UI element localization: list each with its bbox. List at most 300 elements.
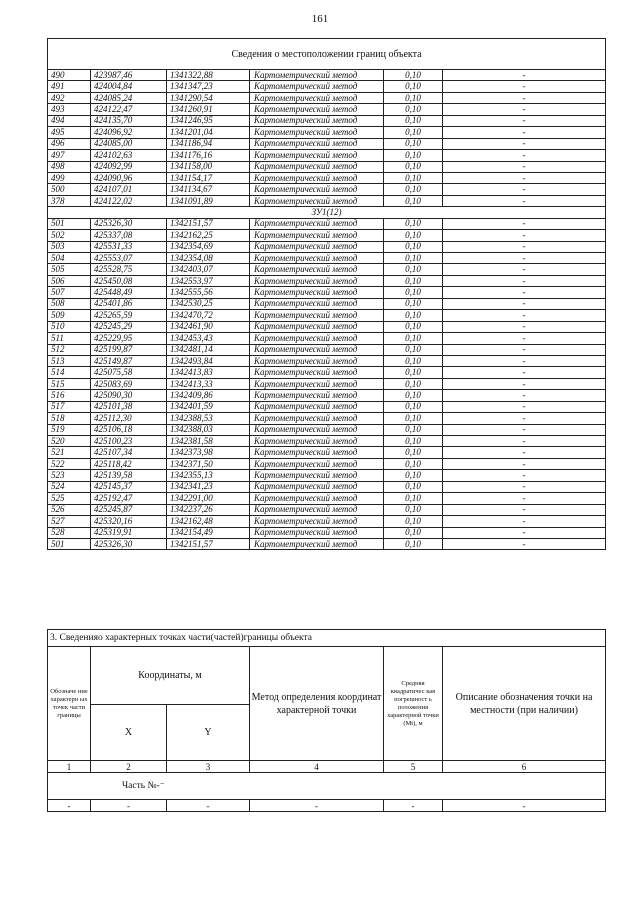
table-row xyxy=(48,504,606,515)
table-row xyxy=(48,81,606,92)
accuracy-cell: 0,10 xyxy=(384,424,443,435)
coord-y: 1342409,86 xyxy=(167,390,250,401)
description-cell: - xyxy=(443,470,606,481)
table-row xyxy=(48,195,606,206)
description-cell: - xyxy=(443,504,606,515)
description-cell: - xyxy=(443,287,606,298)
point-number: 525 xyxy=(48,493,91,504)
table-row xyxy=(48,161,606,172)
coord-x: 424092,99 xyxy=(91,161,167,172)
method-cell: Картометрический метод xyxy=(250,287,384,298)
description-cell: - xyxy=(443,161,606,172)
coord-y: 1342354,69 xyxy=(167,241,250,252)
description-cell: - xyxy=(443,310,606,321)
point-number: 498 xyxy=(48,161,91,172)
method-cell: Картометрический метод xyxy=(250,184,384,195)
coord-y: 1341246,95 xyxy=(167,115,250,126)
table-row xyxy=(48,401,606,412)
method-cell: Картометрический метод xyxy=(250,527,384,538)
table-row xyxy=(48,516,606,527)
description-cell: - xyxy=(443,195,606,206)
section-label: ЗУ1(12) xyxy=(48,207,606,218)
method-cell: Картометрический метод xyxy=(250,218,384,229)
table-row xyxy=(48,184,606,195)
description-cell: - xyxy=(443,184,606,195)
coord-x: 424085,00 xyxy=(91,138,167,149)
header-accuracy: Средняя квадратичес кая погрешност ь положения характерной точки (Mt), м xyxy=(384,647,443,761)
table-row xyxy=(48,321,606,332)
table-row xyxy=(48,481,606,492)
coord-y: 1341201,04 xyxy=(167,127,250,138)
method-cell: Картометрический метод xyxy=(250,481,384,492)
part-label: Часть №-⁻ xyxy=(48,773,606,800)
coord-y: 1341260,91 xyxy=(167,104,250,115)
description-cell: - xyxy=(443,230,606,241)
coord-y: 1342413,83 xyxy=(167,367,250,378)
coord-x: 424122,02 xyxy=(91,195,167,206)
coord-x: 424090,96 xyxy=(91,172,167,183)
accuracy-cell: 0,10 xyxy=(384,184,443,195)
coord-y: 1341347,23 xyxy=(167,81,250,92)
dash-cell: - xyxy=(91,800,167,812)
description-cell: - xyxy=(443,70,606,81)
point-number: 494 xyxy=(48,115,91,126)
description-cell: - xyxy=(443,321,606,332)
method-cell: Картометрический метод xyxy=(250,104,384,115)
coord-x: 425450,08 xyxy=(91,275,167,286)
method-cell: Картометрический метод xyxy=(250,172,384,183)
point-number: 507 xyxy=(48,287,91,298)
coord-x: 425326,30 xyxy=(91,218,167,229)
point-number: 501 xyxy=(48,218,91,229)
column-number: 1 xyxy=(48,761,91,773)
coord-x: 425326,30 xyxy=(91,538,167,549)
method-cell: Картометрический метод xyxy=(250,81,384,92)
table-row xyxy=(48,264,606,275)
table-row xyxy=(48,310,606,321)
coord-x: 424135,70 xyxy=(91,115,167,126)
coord-y: 1341176,16 xyxy=(167,150,250,161)
method-cell: Картометрический метод xyxy=(250,367,384,378)
point-number: 523 xyxy=(48,470,91,481)
method-cell: Картометрический метод xyxy=(250,298,384,309)
coord-y: 1342381,58 xyxy=(167,436,250,447)
method-cell: Картометрический метод xyxy=(250,127,384,138)
accuracy-cell: 0,10 xyxy=(384,172,443,183)
accuracy-cell: 0,10 xyxy=(384,344,443,355)
method-cell: Картометрический метод xyxy=(250,516,384,527)
point-number: 501 xyxy=(48,538,91,549)
accuracy-cell: 0,10 xyxy=(384,378,443,389)
coord-x: 425149,87 xyxy=(91,355,167,366)
description-cell: - xyxy=(443,333,606,344)
table-row xyxy=(48,527,606,538)
part-header-row xyxy=(48,647,606,705)
coord-x: 425118,42 xyxy=(91,458,167,469)
coord-y: 1342401,59 xyxy=(167,401,250,412)
accuracy-cell: 0,10 xyxy=(384,70,443,81)
method-cell: Картометрический метод xyxy=(250,253,384,264)
coord-x: 425199,87 xyxy=(91,344,167,355)
method-cell: Картометрический метод xyxy=(250,355,384,366)
description-cell: - xyxy=(443,115,606,126)
point-number: 499 xyxy=(48,172,91,183)
coord-x: 425531,33 xyxy=(91,241,167,252)
accuracy-cell: 0,10 xyxy=(384,321,443,332)
table-row xyxy=(48,275,606,286)
point-number: 522 xyxy=(48,458,91,469)
point-number: 495 xyxy=(48,127,91,138)
point-number: 526 xyxy=(48,504,91,515)
table-row xyxy=(48,413,606,424)
point-number: 527 xyxy=(48,516,91,527)
table-row xyxy=(48,253,606,264)
coord-x: 425090,30 xyxy=(91,390,167,401)
coord-x: 423987,46 xyxy=(91,70,167,81)
coord-x: 425101,38 xyxy=(91,401,167,412)
accuracy-cell: 0,10 xyxy=(384,516,443,527)
coord-y: 1342553,97 xyxy=(167,275,250,286)
accuracy-cell: 0,10 xyxy=(384,287,443,298)
table-row xyxy=(48,390,606,401)
method-cell: Картометрический метод xyxy=(250,344,384,355)
accuracy-cell: 0,10 xyxy=(384,447,443,458)
accuracy-cell: 0,10 xyxy=(384,527,443,538)
coord-x: 425139,58 xyxy=(91,470,167,481)
accuracy-cell: 0,10 xyxy=(384,195,443,206)
point-number: 519 xyxy=(48,424,91,435)
method-cell: Картометрический метод xyxy=(250,424,384,435)
coord-y: 1342151,57 xyxy=(167,218,250,229)
coord-x: 424122,47 xyxy=(91,104,167,115)
coord-x: 425401,86 xyxy=(91,298,167,309)
description-cell: - xyxy=(443,378,606,389)
coord-x: 425229,95 xyxy=(91,333,167,344)
accuracy-cell: 0,10 xyxy=(384,538,443,549)
method-cell: Картометрический метод xyxy=(250,70,384,81)
method-cell: Картометрический метод xyxy=(250,458,384,469)
dash-cell: - xyxy=(384,800,443,812)
coord-x: 425553,07 xyxy=(91,253,167,264)
method-cell: Картометрический метод xyxy=(250,264,384,275)
point-number: 528 xyxy=(48,527,91,538)
coord-x: 424004,84 xyxy=(91,81,167,92)
coord-y: 1342291,00 xyxy=(167,493,250,504)
table-row xyxy=(48,493,606,504)
coord-y: 1341134,67 xyxy=(167,184,250,195)
method-cell: Картометрический метод xyxy=(250,470,384,481)
table-row xyxy=(48,104,606,115)
coord-x: 425100,23 xyxy=(91,436,167,447)
coord-y: 1342493,84 xyxy=(167,355,250,366)
method-cell: Картометрический метод xyxy=(250,230,384,241)
accuracy-cell: 0,10 xyxy=(384,104,443,115)
description-cell: - xyxy=(443,493,606,504)
table-row xyxy=(48,538,606,549)
description-cell: - xyxy=(443,447,606,458)
method-cell: Картометрический метод xyxy=(250,92,384,103)
coord-y: 1342403,07 xyxy=(167,264,250,275)
method-cell: Картометрический метод xyxy=(250,390,384,401)
accuracy-cell: 0,10 xyxy=(384,253,443,264)
coord-y: 1342481,14 xyxy=(167,344,250,355)
dash-cell: - xyxy=(443,800,606,812)
point-number: 508 xyxy=(48,298,91,309)
method-cell: Картометрический метод xyxy=(250,504,384,515)
page-number: 161 xyxy=(311,13,329,25)
description-cell: - xyxy=(443,344,606,355)
coord-y: 1342151,57 xyxy=(167,538,250,549)
coord-y: 1342371,50 xyxy=(167,458,250,469)
description-cell: - xyxy=(443,218,606,229)
description-cell: - xyxy=(443,458,606,469)
table-row xyxy=(48,378,606,389)
accuracy-cell: 0,10 xyxy=(384,275,443,286)
description-cell: - xyxy=(443,92,606,103)
accuracy-cell: 0,10 xyxy=(384,458,443,469)
coord-y: 1341322,88 xyxy=(167,70,250,81)
point-number: 502 xyxy=(48,230,91,241)
accuracy-cell: 0,10 xyxy=(384,367,443,378)
column-number: 2 xyxy=(91,761,167,773)
coord-x: 425107,34 xyxy=(91,447,167,458)
description-cell: - xyxy=(443,253,606,264)
table-row xyxy=(48,127,606,138)
description-cell: - xyxy=(443,355,606,366)
method-cell: Картометрический метод xyxy=(250,447,384,458)
method-cell: Картометрический метод xyxy=(250,195,384,206)
section-title: Сведения о местоположении границ объекта xyxy=(48,39,606,70)
point-number: 490 xyxy=(48,70,91,81)
description-cell: - xyxy=(443,81,606,92)
coord-y: 1342237,26 xyxy=(167,504,250,515)
column-number: 5 xyxy=(384,761,443,773)
table-row xyxy=(48,218,606,229)
accuracy-cell: 0,10 xyxy=(384,138,443,149)
coord-x: 425265,59 xyxy=(91,310,167,321)
description-cell: - xyxy=(443,275,606,286)
description-cell: - xyxy=(443,138,606,149)
point-number: 506 xyxy=(48,275,91,286)
column-number: 6 xyxy=(443,761,606,773)
description-cell: - xyxy=(443,241,606,252)
table-row xyxy=(48,70,606,81)
coord-x: 425320,16 xyxy=(91,516,167,527)
coord-x: 425528,75 xyxy=(91,264,167,275)
coord-x: 424102,63 xyxy=(91,150,167,161)
accuracy-cell: 0,10 xyxy=(384,355,443,366)
accuracy-cell: 0,10 xyxy=(384,436,443,447)
coord-y: 1342555,56 xyxy=(167,287,250,298)
table-row xyxy=(48,333,606,344)
accuracy-cell: 0,10 xyxy=(384,241,443,252)
accuracy-cell: 0,10 xyxy=(384,413,443,424)
dash-cell: - xyxy=(250,800,384,812)
table-row xyxy=(48,344,606,355)
method-cell: Картометрический метод xyxy=(250,275,384,286)
coord-y: 1341290,54 xyxy=(167,92,250,103)
accuracy-cell: 0,10 xyxy=(384,150,443,161)
accuracy-cell: 0,10 xyxy=(384,298,443,309)
part-table-caption: 3. Сведенияо характерных точках части(частей)границы объекта xyxy=(48,630,606,647)
accuracy-cell: 0,10 xyxy=(384,218,443,229)
column-number: 3 xyxy=(167,761,250,773)
description-cell: - xyxy=(443,150,606,161)
table-row xyxy=(48,470,606,481)
coord-y: 1342470,72 xyxy=(167,310,250,321)
coord-y: 1342530,25 xyxy=(167,298,250,309)
description-cell: - xyxy=(443,538,606,549)
coord-y: 1342162,48 xyxy=(167,516,250,527)
table-row xyxy=(48,150,606,161)
point-number: 497 xyxy=(48,150,91,161)
coord-y: 1342341,23 xyxy=(167,481,250,492)
method-cell: Картометрический метод xyxy=(250,493,384,504)
point-number: 521 xyxy=(48,447,91,458)
point-number: 512 xyxy=(48,344,91,355)
point-number: 516 xyxy=(48,390,91,401)
accuracy-cell: 0,10 xyxy=(384,493,443,504)
table-title-row xyxy=(48,39,606,70)
method-cell: Картометрический метод xyxy=(250,310,384,321)
description-cell: - xyxy=(443,481,606,492)
coord-x: 425192,47 xyxy=(91,493,167,504)
table-row xyxy=(48,115,606,126)
coord-y: 1341154,17 xyxy=(167,172,250,183)
point-number: 517 xyxy=(48,401,91,412)
section-label-row xyxy=(48,207,606,218)
coord-x: 425319,91 xyxy=(91,527,167,538)
coord-y: 1342354,08 xyxy=(167,253,250,264)
accuracy-cell: 0,10 xyxy=(384,92,443,103)
accuracy-cell: 0,10 xyxy=(384,310,443,321)
column-numbers-row xyxy=(48,761,606,773)
table-row xyxy=(48,424,606,435)
accuracy-cell: 0,10 xyxy=(384,504,443,515)
table-row xyxy=(48,230,606,241)
description-cell: - xyxy=(443,516,606,527)
coord-x: 425106,18 xyxy=(91,424,167,435)
table-row xyxy=(48,92,606,103)
point-number: 503 xyxy=(48,241,91,252)
table-row xyxy=(48,458,606,469)
coord-x: 425245,29 xyxy=(91,321,167,332)
point-number: 515 xyxy=(48,378,91,389)
coord-y: 1342355,13 xyxy=(167,470,250,481)
description-cell: - xyxy=(443,127,606,138)
header-x: X xyxy=(91,705,167,761)
method-cell: Картометрический метод xyxy=(250,378,384,389)
coord-y: 1342154,49 xyxy=(167,527,250,538)
coord-y: 1342453,43 xyxy=(167,333,250,344)
header-y: Y xyxy=(167,705,250,761)
point-number: 520 xyxy=(48,436,91,447)
accuracy-cell: 0,10 xyxy=(384,401,443,412)
table-row xyxy=(48,447,606,458)
coord-x: 425145,37 xyxy=(91,481,167,492)
coord-y: 1342413,33 xyxy=(167,378,250,389)
description-cell: - xyxy=(443,172,606,183)
method-cell: Картометрический метод xyxy=(250,413,384,424)
table-row xyxy=(48,436,606,447)
point-number: 518 xyxy=(48,413,91,424)
point-number: 524 xyxy=(48,481,91,492)
accuracy-cell: 0,10 xyxy=(384,481,443,492)
method-cell: Картометрический метод xyxy=(250,538,384,549)
coord-y: 1341158,00 xyxy=(167,161,250,172)
method-cell: Картометрический метод xyxy=(250,401,384,412)
accuracy-cell: 0,10 xyxy=(384,390,443,401)
table-row xyxy=(48,367,606,378)
point-number: 493 xyxy=(48,104,91,115)
description-cell: - xyxy=(443,424,606,435)
point-number: 514 xyxy=(48,367,91,378)
method-cell: Картометрический метод xyxy=(250,115,384,126)
accuracy-cell: 0,10 xyxy=(384,81,443,92)
coord-x: 424107,01 xyxy=(91,184,167,195)
boundary-coordinates-table xyxy=(47,38,606,550)
point-number: 509 xyxy=(48,310,91,321)
accuracy-cell: 0,10 xyxy=(384,470,443,481)
coord-y: 1342461,90 xyxy=(167,321,250,332)
coord-x: 425337,08 xyxy=(91,230,167,241)
coord-x: 425112,30 xyxy=(91,413,167,424)
header-coordinates: Координаты, м xyxy=(91,647,250,705)
accuracy-cell: 0,10 xyxy=(384,127,443,138)
part-points-table xyxy=(47,629,606,812)
dash-cell: - xyxy=(48,800,91,812)
table-row xyxy=(48,287,606,298)
point-number: 491 xyxy=(48,81,91,92)
method-cell: Картометрический метод xyxy=(250,436,384,447)
coord-y: 1342388,03 xyxy=(167,424,250,435)
accuracy-cell: 0,10 xyxy=(384,230,443,241)
method-cell: Картометрический метод xyxy=(250,138,384,149)
header-description: Описание обозначения точки на местности (при наличии) xyxy=(443,647,606,761)
point-number: 500 xyxy=(48,184,91,195)
point-number: 504 xyxy=(48,253,91,264)
part-empty-row xyxy=(48,800,606,812)
point-number: 510 xyxy=(48,321,91,332)
coord-y: 1342373,98 xyxy=(167,447,250,458)
method-cell: Картометрический метод xyxy=(250,333,384,344)
coord-x: 424096,92 xyxy=(91,127,167,138)
header-point-designation: Обозначе ние характерн ых точек части границы xyxy=(48,647,91,761)
method-cell: Картометрический метод xyxy=(250,241,384,252)
coord-x: 424085,24 xyxy=(91,92,167,103)
header-method: Метод определения координат характерной точки xyxy=(250,647,384,761)
description-cell: - xyxy=(443,436,606,447)
coord-x: 425245,87 xyxy=(91,504,167,515)
description-cell: - xyxy=(443,401,606,412)
accuracy-cell: 0,10 xyxy=(384,115,443,126)
description-cell: - xyxy=(443,264,606,275)
description-cell: - xyxy=(443,390,606,401)
table-row xyxy=(48,241,606,252)
coord-x: 425448,49 xyxy=(91,287,167,298)
accuracy-cell: 0,10 xyxy=(384,333,443,344)
description-cell: - xyxy=(443,104,606,115)
description-cell: - xyxy=(443,527,606,538)
point-number: 505 xyxy=(48,264,91,275)
method-cell: Картометрический метод xyxy=(250,321,384,332)
accuracy-cell: 0,10 xyxy=(384,161,443,172)
point-number: 496 xyxy=(48,138,91,149)
coord-y: 1341186,94 xyxy=(167,138,250,149)
accuracy-cell: 0,10 xyxy=(384,264,443,275)
table-row xyxy=(48,355,606,366)
point-number: 511 xyxy=(48,333,91,344)
